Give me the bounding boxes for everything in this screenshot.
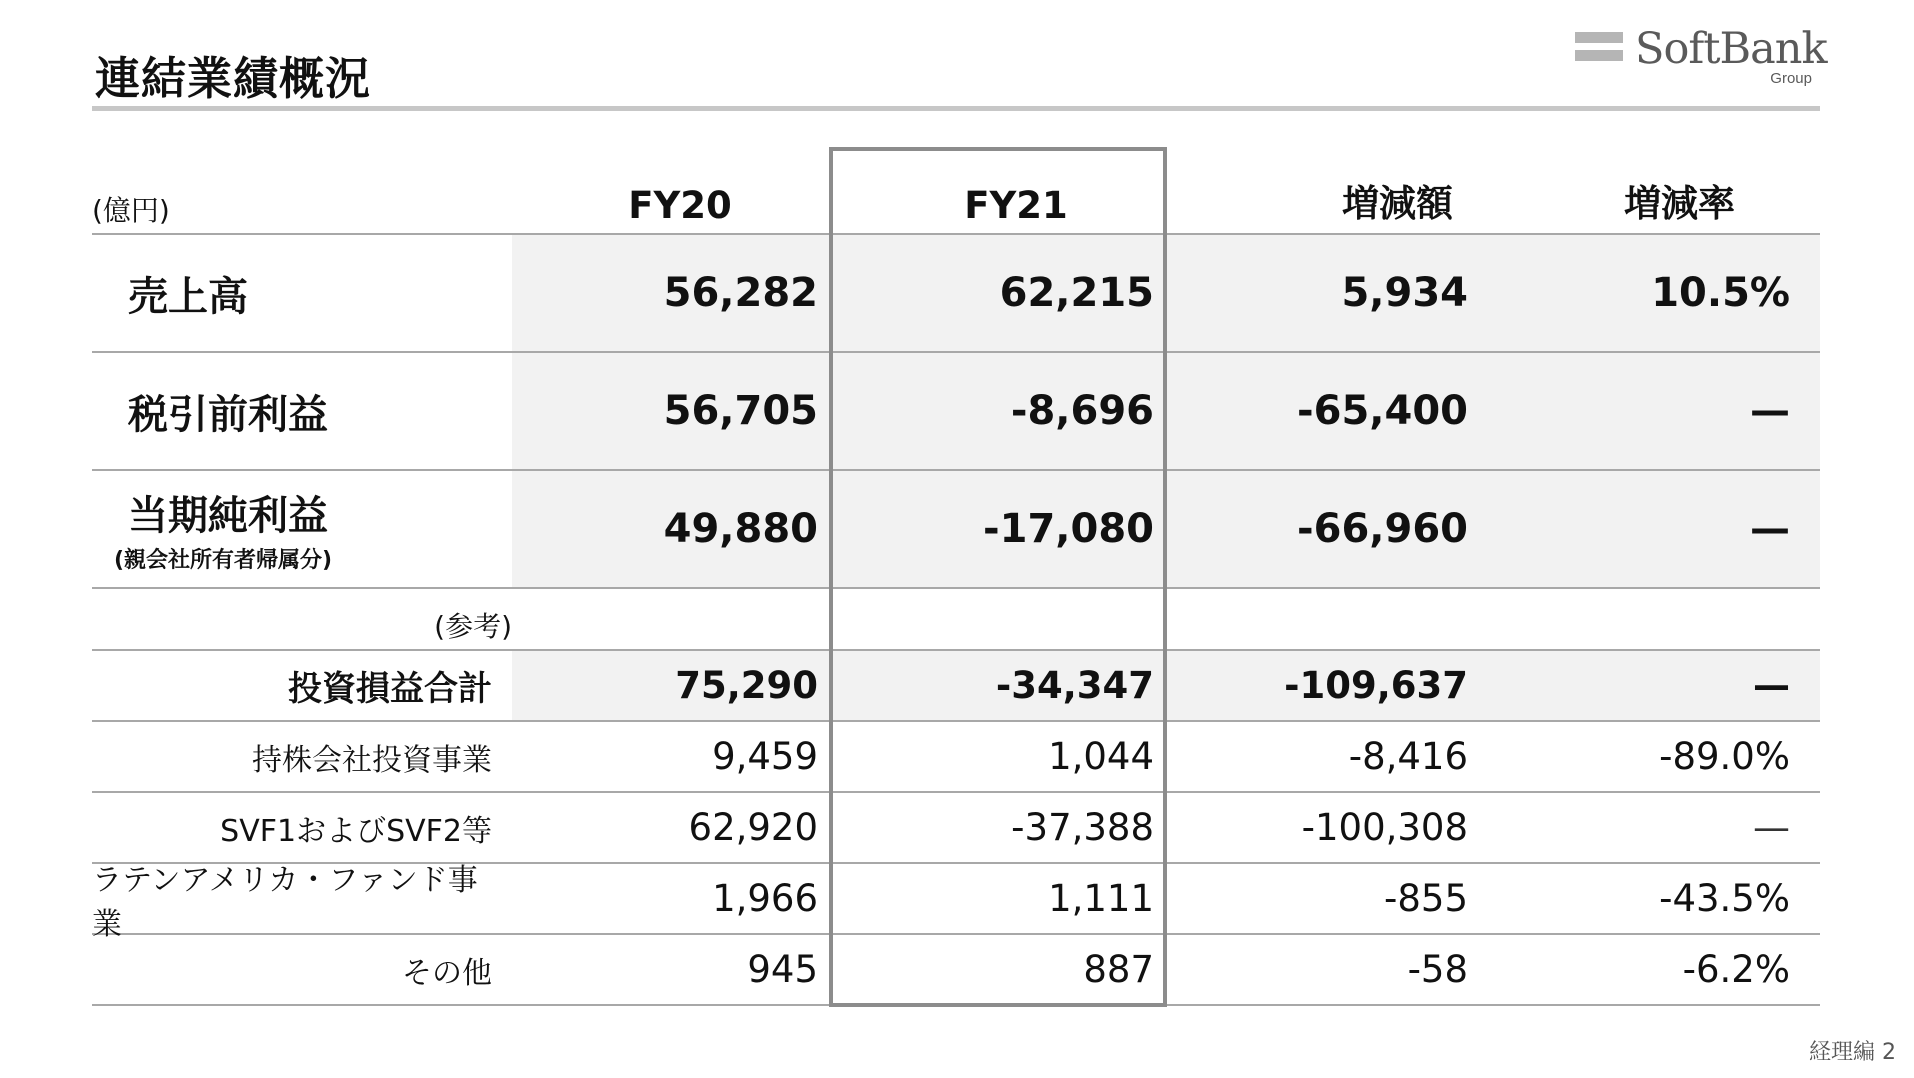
table-row-net-income — [92, 471, 1820, 589]
cell-change-amount: -58 — [1407, 948, 1468, 991]
row-label: 売上高 — [92, 235, 512, 351]
cell-change-rate: — — [1753, 806, 1790, 849]
table-row — [92, 862, 1820, 942]
row-label-container — [92, 471, 512, 587]
row-sublabel: (親会社所有者帰属分) — [114, 548, 333, 573]
row-label: その他 — [402, 955, 492, 991]
table-row — [92, 935, 1820, 1006]
row-label: 持株会社投資事業 — [252, 742, 492, 778]
cell-change-amount: -65,400 — [1184, 353, 1498, 469]
cell-fy21: -34,347 — [848, 651, 1184, 720]
page-footer: 経理編 2 — [1809, 1040, 1896, 1065]
cell-change-rate: 10.5% — [1498, 235, 1820, 351]
cell-fy21: -8,696 — [848, 353, 1184, 469]
table-header-row — [92, 145, 1820, 235]
cell-fy20: 56,705 — [512, 353, 848, 469]
cell-change-amount: -109,637 — [1184, 651, 1498, 720]
softbank-logo — [1575, 24, 1827, 90]
cell-fy21: 62,215 — [848, 235, 1184, 351]
cell-fy20: 62,920 — [688, 806, 818, 849]
column-header-change-amount: 増減額 — [1342, 182, 1453, 225]
page-title: 連結業績概況 — [95, 52, 372, 105]
cell-change-amount: 5,934 — [1184, 235, 1498, 351]
column-header-fy20: FY20 — [628, 184, 732, 227]
title-divider — [92, 106, 1820, 111]
cell-change-rate: — — [1498, 471, 1820, 587]
cell-fy21: -17,080 — [848, 471, 1184, 587]
unit-label: (億円) — [92, 194, 170, 227]
cell-change-rate: — — [1498, 353, 1820, 469]
cell-fy21: 1,111 — [1048, 877, 1154, 920]
table-row-reference — [92, 589, 1820, 651]
table-row-pretax-income — [92, 353, 1820, 471]
logo-bars-icon — [1575, 32, 1623, 68]
column-header-fy21: FY21 — [964, 184, 1068, 227]
cell-change-rate: -89.0% — [1659, 735, 1790, 778]
table-row — [92, 793, 1820, 864]
logo-subtext: Group — [1770, 70, 1812, 87]
reference-label: (参考) — [434, 610, 512, 643]
cell-change-amount: -66,960 — [1184, 471, 1498, 587]
cell-fy20: 1,966 — [712, 877, 818, 920]
cell-fy20: 56,282 — [512, 235, 848, 351]
column-header-change-rate: 増減率 — [1624, 182, 1735, 225]
cell-change-rate: -6.2% — [1682, 948, 1790, 991]
cell-change-rate: — — [1498, 651, 1820, 720]
cell-fy20: 49,880 — [512, 471, 848, 587]
cell-fy20: 75,290 — [512, 651, 848, 720]
cell-change-amount: -100,308 — [1301, 806, 1468, 849]
cell-change-amount: -8,416 — [1348, 735, 1468, 778]
row-label: 投資損益合計 — [92, 651, 512, 720]
row-label: ラテンアメリカ・ファンド事業 — [92, 862, 478, 942]
table-row-revenue — [92, 235, 1820, 353]
logo-text: SoftBank — [1635, 24, 1827, 74]
cell-change-amount: -855 — [1384, 877, 1468, 920]
cell-fy20: 9,459 — [712, 735, 818, 778]
table-row-investment-total — [92, 651, 1820, 722]
row-label: 税引前利益 — [92, 353, 512, 469]
cell-fy20: 945 — [747, 948, 818, 991]
table-row — [92, 722, 1820, 793]
cell-fy21: 1,044 — [1048, 735, 1154, 778]
cell-change-rate: -43.5% — [1659, 877, 1790, 920]
row-label: 当期純利益 — [128, 493, 328, 539]
row-label: SVF1およびSVF2等 — [220, 813, 492, 849]
results-table — [92, 145, 1820, 1006]
cell-fy21: 887 — [1083, 948, 1154, 991]
cell-fy21: -37,388 — [1011, 806, 1154, 849]
